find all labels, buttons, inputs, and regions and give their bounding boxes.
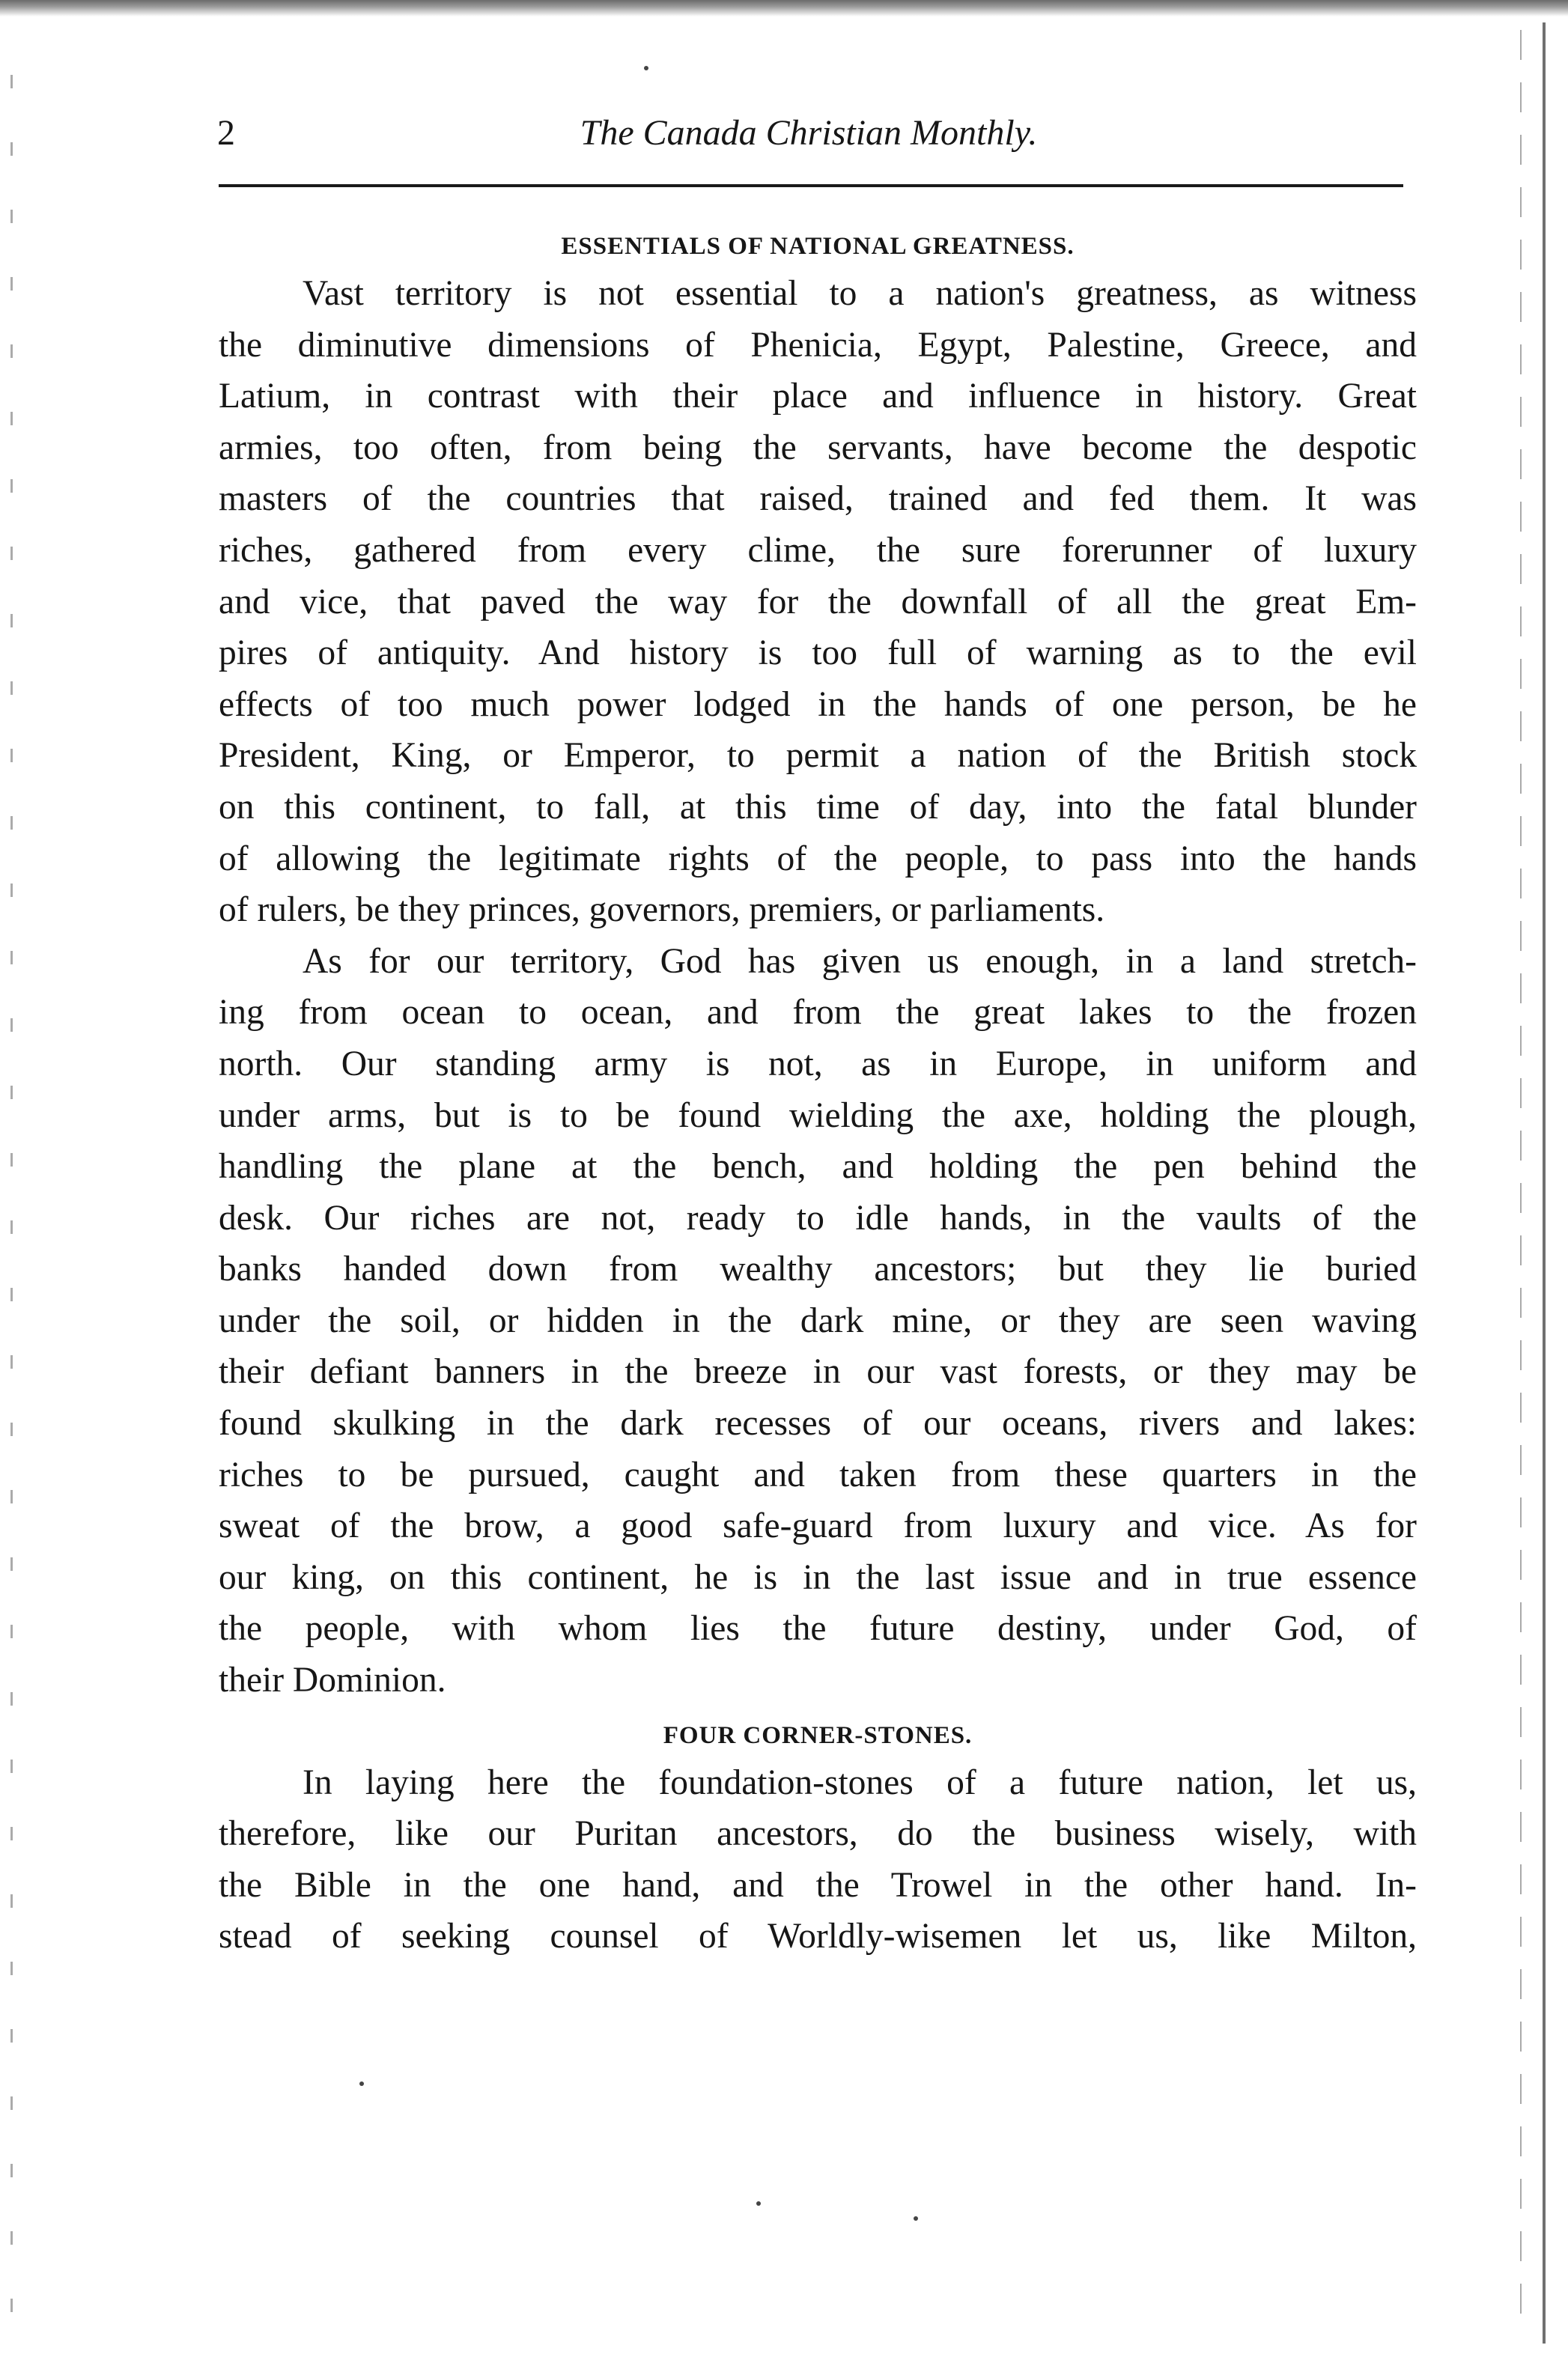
text-line: the diminutive dimensions of Phenicia, Egypt, Palestine, Greece, and	[219, 325, 1417, 365]
section-heading-corner-stones: FOUR CORNER-STONES.	[663, 1721, 973, 1749]
print-speck	[644, 66, 648, 70]
paragraph	[219, 1757, 1417, 1962]
section-heading-essentials: ESSENTIALS OF NATIONAL GREATNESS.	[561, 233, 1075, 260]
text-line: on this continent, to fall, at this time of day, into the fatal blunder	[219, 787, 1417, 827]
text-line: under the soil, or hidden in the dark mine, or they are seen waving	[219, 1301, 1417, 1340]
text-line: masters of the countries that raised, trained and fed them. It was	[219, 479, 1417, 519]
text-line: ing from ocean to ocean, and from the great lakes to the frozen	[219, 993, 1417, 1033]
text-line: their defiant banners in the breeze in our vast forests, or they may be	[219, 1352, 1417, 1392]
page-edge-right	[1543, 22, 1546, 2344]
text-line: President, King, or Emperor, to permit a nation of the British stock	[219, 736, 1417, 776]
text-line: found skulking in the dark recesses of our oceans, rivers and lakes:	[219, 1404, 1417, 1444]
text-line: Vast territory is not essential to a nation's greatness, as witness	[303, 274, 1417, 313]
text-line: their Dominion.	[219, 1661, 446, 1700]
text-line: riches to be pursued, caught and taken from these quarters in the	[219, 1455, 1417, 1494]
running-title: The Canada Christian Monthly.	[580, 113, 1038, 153]
text-line: riches, gathered from every clime, the sure forerunner of luxury	[219, 530, 1417, 570]
text-line: therefore, like our Puritan ancestors, do the business wisely, with	[219, 1814, 1417, 1854]
print-speck	[359, 2081, 364, 2086]
text-line: handling the plane at the bench, and holding the pen behind the	[219, 1147, 1417, 1187]
text-line: under arms, but is to be found wielding the axe, holding the plough,	[219, 1095, 1417, 1135]
text-line: stead of seeking counsel of Worldly-wisemen let us, like Milton,	[219, 1917, 1417, 1956]
page-edge-left	[10, 75, 13, 2336]
text-line: banks handed down from wealthy ancestors; but they lie buried	[219, 1250, 1417, 1289]
text-line: effects of too much power lodged in the hands of one person, be he	[219, 684, 1417, 724]
text-line: desk. Our riches are not, ready to idle hands, in the vaults of the	[219, 1198, 1417, 1238]
text-line: of rulers, be they princes, governors, premiers, or parliaments.	[219, 890, 1105, 930]
text-line: Latium, in contrast with their place and influence in history. Great	[219, 377, 1417, 416]
text-line: pires of antiquity. And history is too full of warning as to the evil	[219, 633, 1417, 673]
article-body	[219, 225, 1417, 1962]
print-speck	[914, 2216, 918, 2221]
text-line: As for our territory, God has given us enough, in a land stretch-	[303, 941, 1417, 981]
text-line: north. Our standing army is not, as in Europe, in uniform and	[219, 1044, 1417, 1083]
text-line: the Bible in the one hand, and the Trowel in the other hand. In-	[219, 1865, 1417, 1905]
text-line: sweat of the brow, a good safe-guard from luxury and vice. As for	[219, 1506, 1417, 1546]
text-line: the people, with whom lies the future destiny, under God, of	[219, 1609, 1417, 1649]
text-line: and vice, that paved the way for the downfall of all the great Em-	[219, 582, 1417, 621]
page-edge-right-inner	[1520, 30, 1522, 2336]
text-line: our king, on this continent, he is in the last issue and in true essence	[219, 1557, 1417, 1597]
text-line: armies, too often, from being the servants, have become the despotic	[219, 428, 1417, 467]
scan-shadow-top	[0, 0, 1568, 16]
text-line: In laying here the foundation-stones of a future nation, let us,	[303, 1763, 1417, 1802]
print-speck	[756, 2201, 761, 2206]
text-line: of allowing the legitimate rights of the people, to pass into the hands	[219, 839, 1417, 878]
page-header	[217, 112, 1400, 165]
paragraph	[219, 268, 1417, 936]
paragraph	[219, 936, 1417, 1706]
header-rule	[219, 184, 1403, 187]
page-number: 2	[217, 113, 235, 153]
